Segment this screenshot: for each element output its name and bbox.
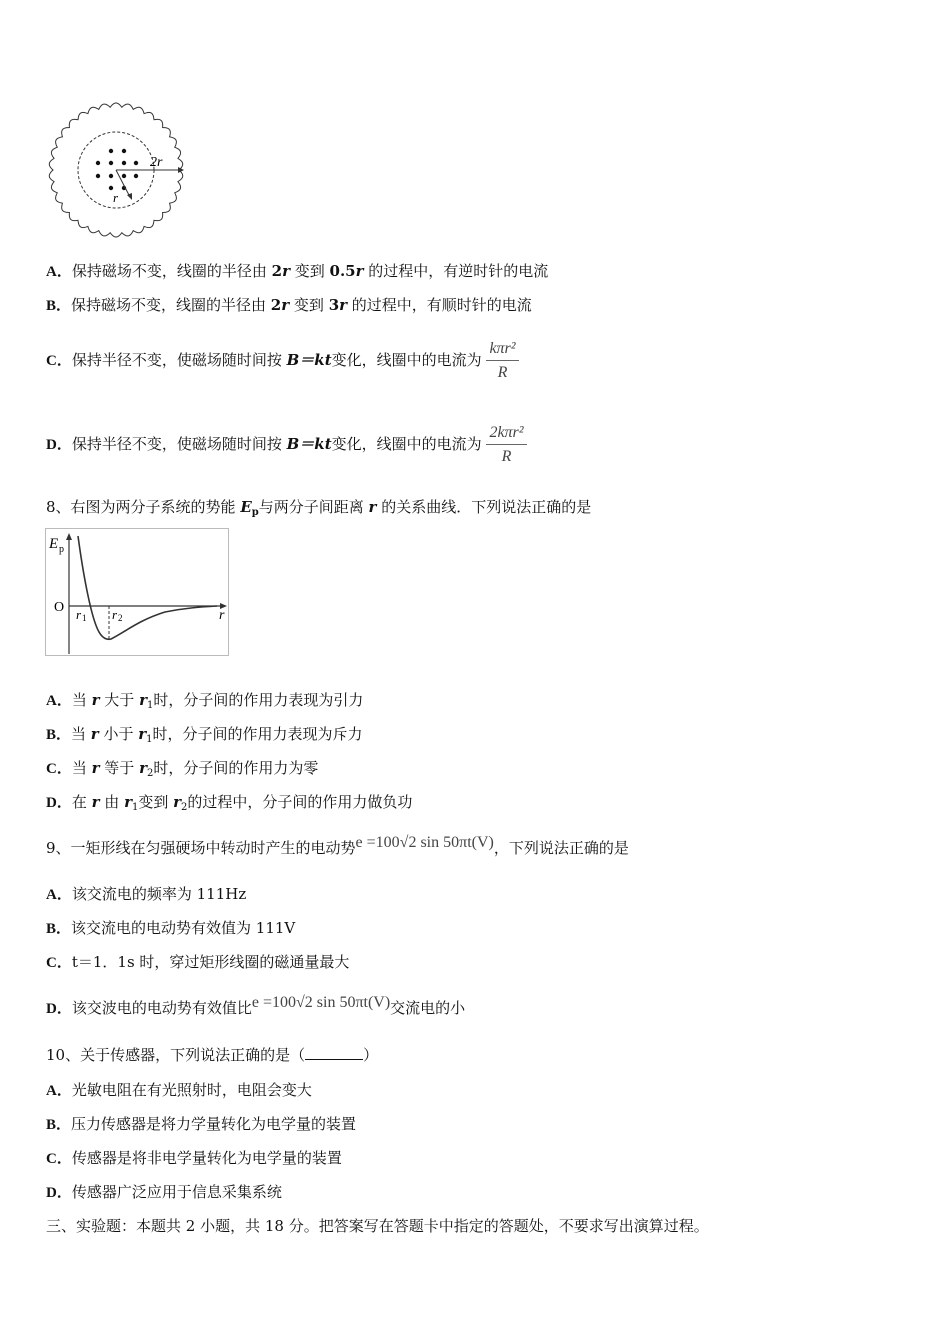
q8-option-b[interactable]: B．当 r 小于 $r_1$时，分子间的作用力表现为斥力 bbox=[46, 725, 363, 745]
q8-option-c[interactable]: C．当 r 等于 $r_2$时，分子间的作用力为零 bbox=[46, 759, 319, 779]
q8-stem: 8、右图为两分子系统的势能 $E_p$与两分子间距离 r 的关系曲线．下列说法正确的是 bbox=[46, 498, 592, 518]
option-letter: D． bbox=[46, 1185, 72, 1201]
q9-option-c[interactable]: C．t＝1．1s 时，穿过矩形线圈的磁通量最大 bbox=[46, 953, 350, 971]
q8-option-a[interactable]: A．当 r 大于 $r_1$时，分子间的作用力表现为引力 bbox=[46, 691, 364, 711]
emf-formula: e =100√2 sin 50πt(V) bbox=[251, 994, 391, 1011]
option-letter: A． bbox=[46, 1083, 72, 1099]
option-letter: D． bbox=[46, 1001, 72, 1017]
option-letter: B． bbox=[46, 1117, 72, 1133]
option-letter: A． bbox=[46, 693, 72, 709]
label-r: r bbox=[113, 190, 119, 205]
q7-option-d[interactable]: D．保持半径不变，使磁场随时间按 B＝kt变化，线圈中的电流为 $\frac{\text{2kπr²}}{R}$ bbox=[46, 416, 527, 473]
y-axis-label-sub: p bbox=[59, 544, 64, 555]
q7-option-b[interactable]: B．保持磁场不变，线圈的半径由 2r 变到 3r 的过程中，有顺时针的电流 bbox=[46, 296, 532, 314]
origin-label: O bbox=[54, 600, 65, 615]
q10-stem: 10、关于传感器，下列说法正确的是（ ） bbox=[46, 1046, 379, 1064]
q10-option-a[interactable]: A．光敏电阻在有光照射时，电阻会变大 bbox=[46, 1081, 312, 1099]
coil-field-figure bbox=[44, 98, 190, 244]
option-letter: A． bbox=[46, 264, 72, 280]
option-letter: A． bbox=[46, 887, 72, 903]
y-axis-arrowhead bbox=[66, 533, 72, 540]
y-axis-label: E bbox=[49, 536, 59, 552]
q10-option-d[interactable]: D．传感器广泛应用于信息采集系统 bbox=[46, 1183, 282, 1201]
q7-option-c[interactable]: C．保持半径不变，使磁场随时间按 B＝kt变化，线圈中的电流为 $\frac{\text{kπr²}}{R}$ bbox=[46, 332, 519, 389]
q10-option-c[interactable]: C．传感器是将非电学量转化为电学量的装置 bbox=[46, 1149, 342, 1167]
emf-formula: e =100√2 sin 50πt(V) bbox=[355, 834, 494, 851]
potential-curve bbox=[78, 536, 217, 639]
q10-option-b[interactable]: B．压力传感器是将力学量转化为电学量的装置 bbox=[46, 1115, 357, 1133]
answer-blank[interactable] bbox=[305, 1047, 363, 1060]
option-letter: C． bbox=[46, 955, 72, 971]
option-letter: C． bbox=[46, 1151, 72, 1167]
radius-r-arrowhead bbox=[127, 193, 132, 200]
option-letter: B． bbox=[46, 921, 72, 937]
q9-option-d[interactable]: D．该交波电的电动势有效值比e =100√2 sin 50πt(V)交流电的小 bbox=[46, 994, 466, 1017]
r2-label: r bbox=[112, 607, 118, 622]
x-axis-label: r bbox=[219, 608, 225, 623]
option-letter: C． bbox=[46, 761, 72, 777]
option-letter: D． bbox=[46, 795, 72, 811]
q9-stem: 9、一矩形线在匀强硬场中转动时产生的电动势e =100√2 sin 50πt(V)，下列说法正确的是 bbox=[46, 834, 629, 857]
current-fraction: $\frac{\text{kπr²}}{R}$ bbox=[486, 340, 518, 382]
q7-option-a[interactable]: A．保持磁场不变，线圈的半径由 2r 变到 0.5r 的过程中，有逆时针的电流 bbox=[46, 262, 549, 280]
q9-option-a[interactable]: A．该交流电的频率为 111Hz bbox=[46, 885, 247, 903]
section-3-heading: 三、实验题：本题共 2 小题，共 18 分。把答案写在答题卡中指定的答题处，不要求写出演算过程。 bbox=[46, 1217, 709, 1235]
option-letter: D． bbox=[46, 437, 72, 453]
option-letter: C． bbox=[46, 353, 72, 369]
option-letter: B． bbox=[46, 727, 72, 743]
option-letter: B． bbox=[46, 298, 72, 314]
current-fraction: $\frac{\text{2kπr²}}{R}$ bbox=[486, 424, 526, 466]
q9-option-b[interactable]: B．该交流电的电动势有效值为 111V bbox=[46, 919, 296, 937]
r2-label-sub: 2 bbox=[118, 613, 123, 623]
label-2r: 2r bbox=[150, 155, 163, 170]
potential-energy-graph bbox=[45, 528, 231, 658]
r1-label: r bbox=[76, 607, 82, 622]
q8-option-d[interactable]: D．在 r 由 $r_1$变到 $r_2$的过程中，分子间的作用力做负功 bbox=[46, 793, 413, 813]
r1-label-sub: 1 bbox=[82, 613, 87, 623]
